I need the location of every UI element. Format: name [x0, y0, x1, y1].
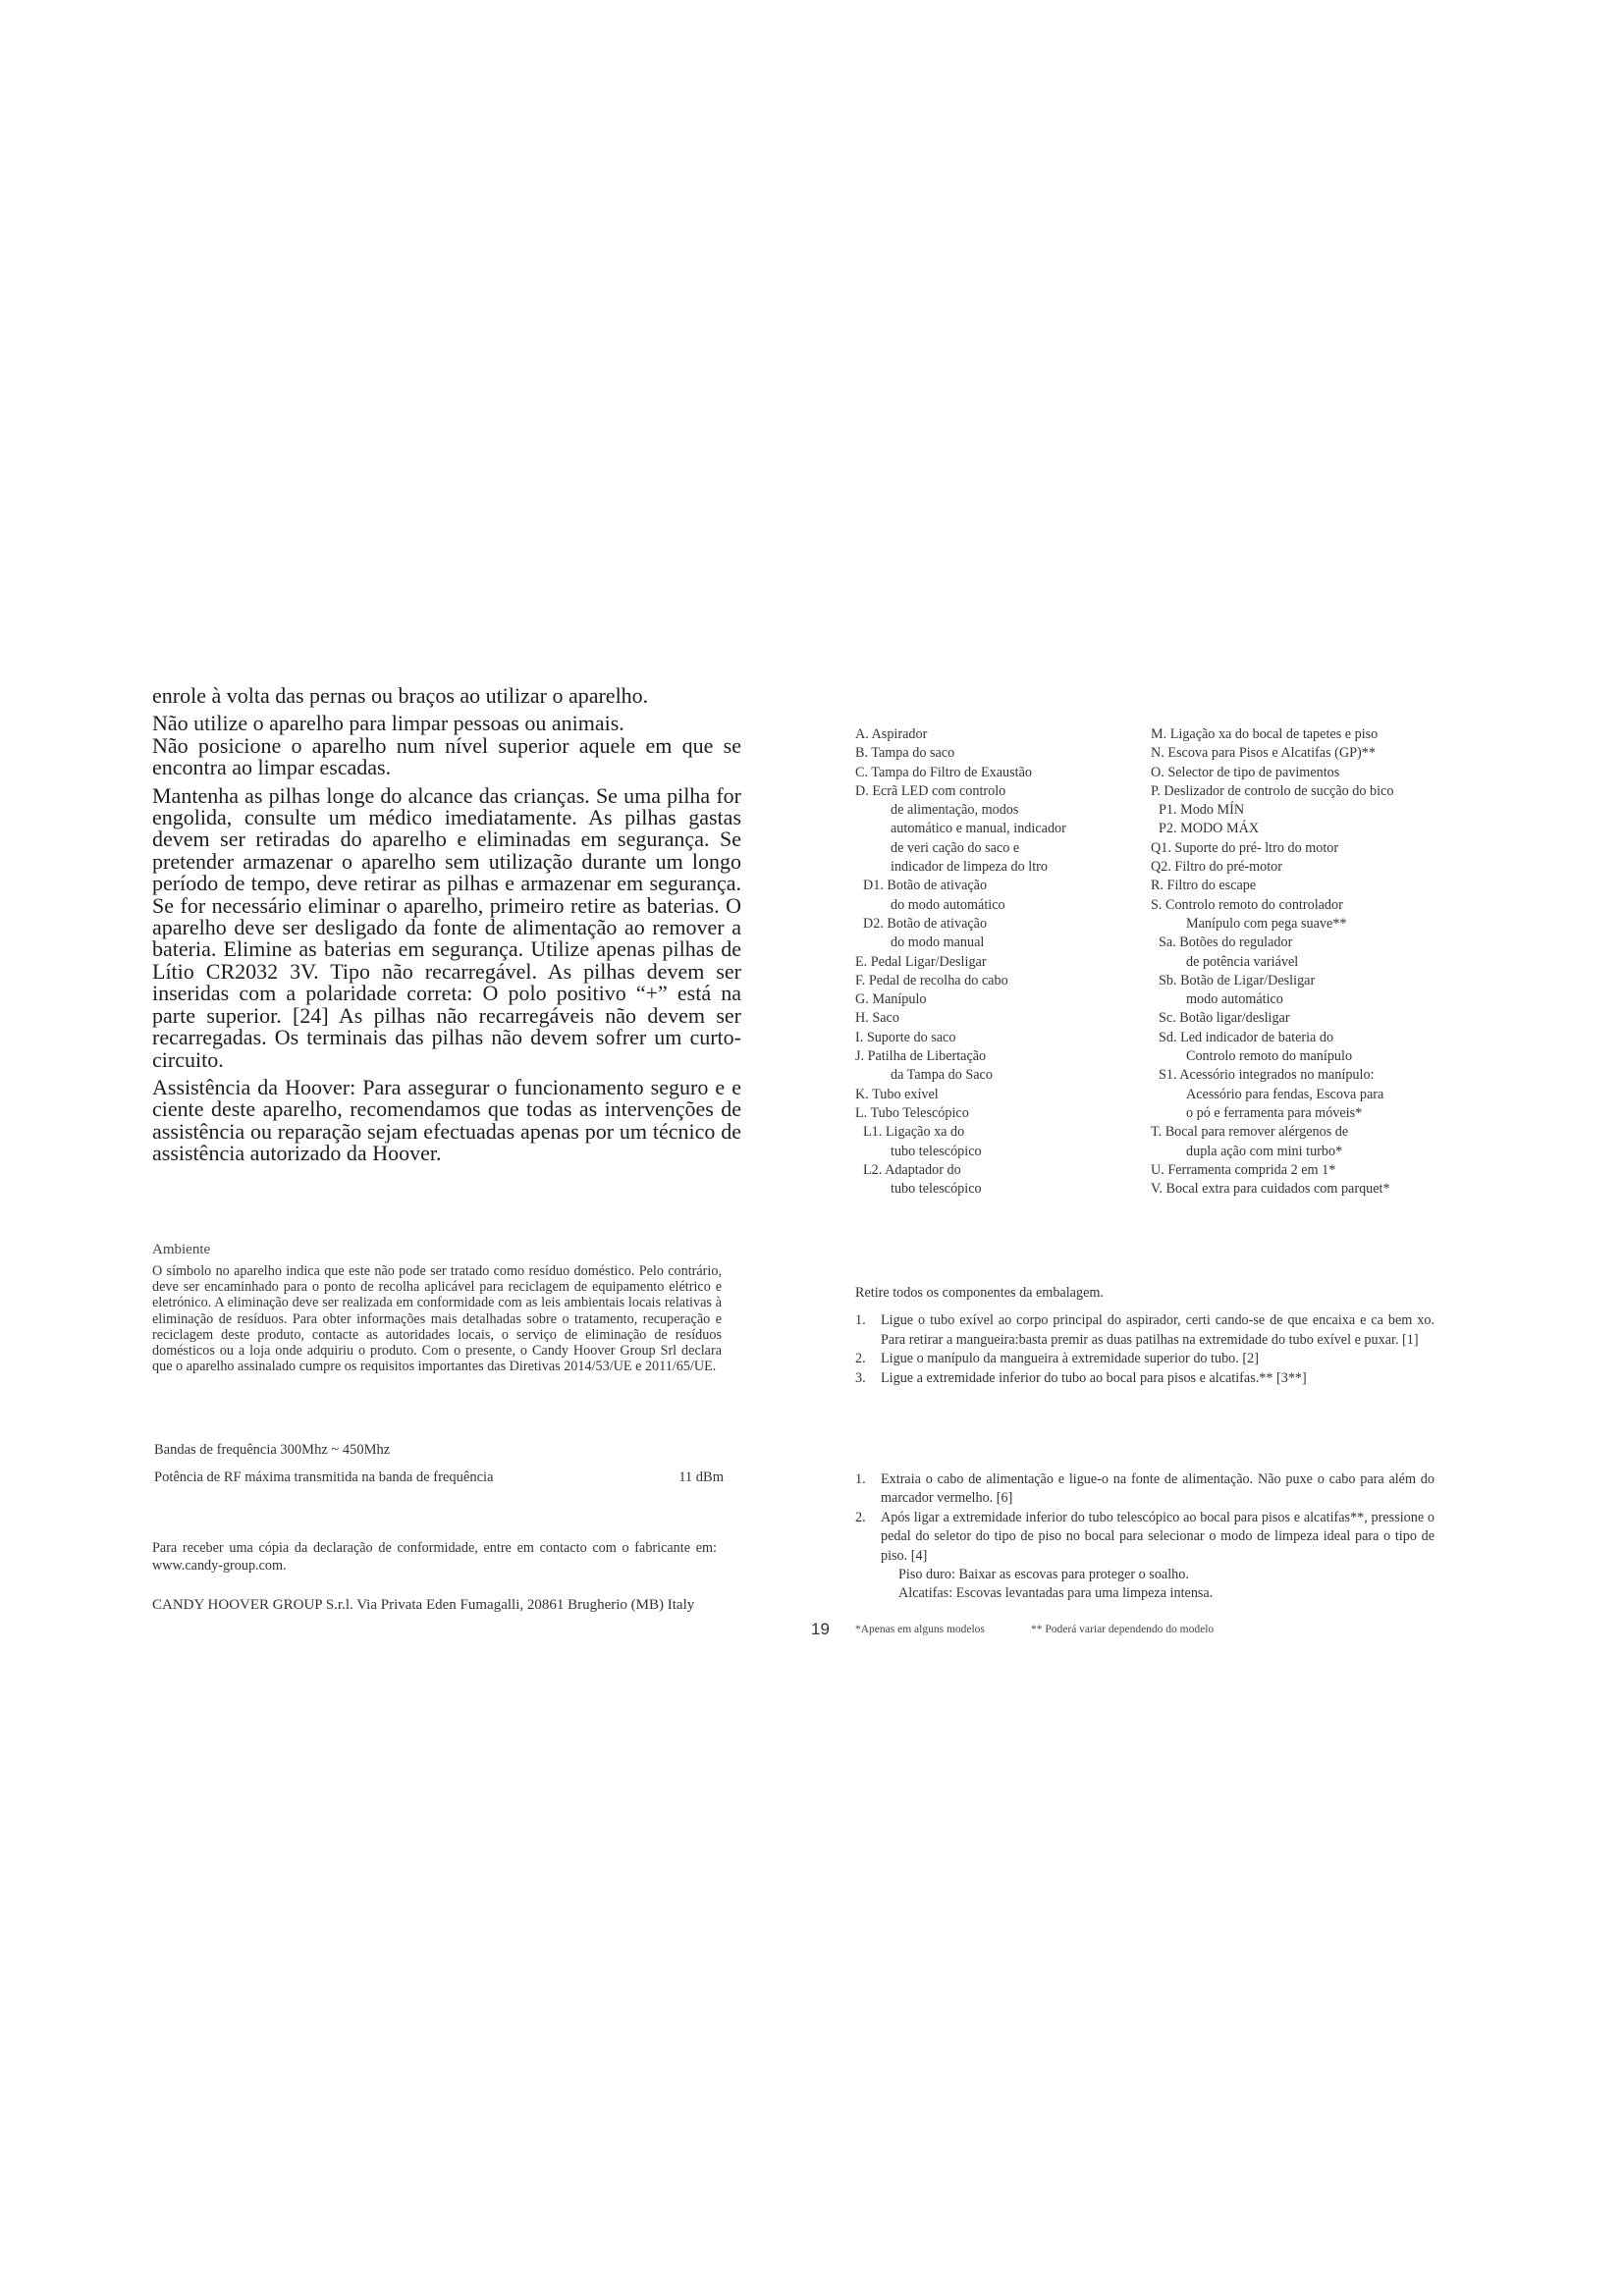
parts-item: Sd. Led indicador de bateria do [1159, 1029, 1334, 1045]
parts-item: A. Aspirador [855, 726, 928, 742]
assembly-step [855, 1311, 1435, 1350]
parts-item: S. Controlo remoto do controlador [1151, 896, 1343, 913]
parts-item: O. Selector de tipo de pavimentos [1151, 764, 1340, 780]
parts-item: Manípulo com pega suave** [1186, 915, 1347, 932]
service-paragraph: Assistência da Hoover: Para assegurar o funcionamento seguro e e ciente deste aparelho, recomendamos que todas as intervenções de assistência ou reparação sejam efectuadas apenas por um técnico de assistência autorizado da Hoover. [152, 1074, 741, 1166]
parts-item: Sb. Botão de Ligar/Desligar [1159, 972, 1316, 988]
parts-item: P2. MODO MÁX [1159, 821, 1260, 837]
parts-item: de veri cação do saco e [891, 839, 1020, 856]
parts-item: R. Filtro do escape [1151, 878, 1257, 894]
parts-item: H. Saco [855, 1010, 899, 1027]
rf-power-value: 11 dBm [678, 1469, 724, 1485]
step-text: Ligue a extremidade inferior do tubo ao bocal para pisos e alcatifas.** [3**] [881, 1369, 1307, 1386]
parts-item: N. Escova para Pisos e Alcatifas (GP)** [1151, 745, 1376, 762]
parts-item: L. Tubo Telescópico [855, 1104, 969, 1121]
usage-step [855, 1509, 1435, 1566]
declaration-text: Para receber uma cópia da declaração de conformidade, entre em contacto com o fabricante em: www.candy-group.com. [152, 1540, 717, 1574]
frequency-bands: Bandas de frequência 300Mhz ~ 450Mhz [154, 1442, 391, 1458]
environment-text: O símbolo no aparelho indica que este não pode ser tratado como resíduo doméstico. Pelo contrário, deve ser encaminhado para o ponto de recolha aplicável para reciclagem de equipamento elétrico e eletrónico. A eliminação deve ser realizada em conformidade com as leis ambientais locais relativas à eliminação de resíduos. Para obter informações mais detalhadas sobre o tratamento, recuperação e reciclagem deste produto, contacte as autoridades locais, o serviço de eliminação de resíduos domésticos ou a loja onde adquiriu o produto. Com o presente, o Candy Hoover Group Srl declara que o aparelho assinalado cumpre os requisitos importantes das Diretivas 2014/53/UE e 2011/65/UE. [152, 1263, 722, 1375]
parts-item: Acessório para fendas, Escova para [1186, 1086, 1384, 1102]
safety-paragraph: Não posicione o aparelho num nível superior aquele em que se encontra ao limpar escadas. [152, 732, 741, 780]
parts-item: modo automático [1186, 991, 1283, 1008]
parts-item: Controlo remoto do manípulo [1186, 1048, 1353, 1065]
parts-item: automático e manual, indicador [891, 821, 1066, 837]
parts-item: V. Bocal extra para cuidados com parquet* [1151, 1181, 1390, 1198]
floor-mode-carpet: Alcatifas: Escovas levantadas para uma limpeza intensa. [898, 1585, 1214, 1602]
parts-item: Q1. Suporte do pré- ltro do motor [1151, 839, 1339, 856]
parts-item: G. Manípulo [855, 991, 927, 1008]
step-number: 2. [855, 1509, 866, 1525]
parts-item: P1. Modo MÍN [1159, 802, 1245, 819]
parts-item: F. Pedal de recolha do cabo [855, 972, 1008, 988]
parts-item: dupla ação com mini turbo* [1186, 1143, 1343, 1159]
step-text: Ligue o tubo exível ao corpo principal do aspirador, certi cando-se de que encaixa e ca bem xo. Para retirar a mangueira:basta premir as duas patilhas na extremidade do tubo exível e puxar. [1] [881, 1312, 1435, 1348]
step-number: 3. [855, 1369, 866, 1386]
parts-item: P. Deslizador de controlo de sucção do bico [1151, 782, 1394, 799]
parts-item: K. Tubo exível [855, 1086, 939, 1102]
parts-item: tubo telescópico [891, 1181, 982, 1198]
parts-item: Sc. Botão ligar/desligar [1159, 1010, 1290, 1027]
usage-section [855, 1470, 1435, 1604]
parts-item: L1. Ligação xa do [863, 1124, 965, 1141]
step-text: Extraia o cabo de alimentação e ligue-o na fonte de alimentação. Não puxe o cabo para além do marcador vermelho. [6] [881, 1471, 1435, 1507]
footnote-variation: ** Poderá variar dependendo do modelo [1031, 1624, 1215, 1635]
parts-list-left [855, 725, 1066, 1199]
footnote-models: *Apenas em alguns modelos [855, 1624, 985, 1635]
page-number: 19 [811, 1620, 830, 1638]
battery-paragraph: Mantenha as pilhas longe do alcance das crianças. Se uma pilha for engolida, consulte um médico imediatamente. As pilhas gastas devem ser retiradas do aparelho e eliminadas em segurança. Se pretender armazenar o aparelho sem utilização durante um longo período de tempo, deve retirar as pilhas e armazenar em segurança. Se for necessário eliminar o aparelho, primeiro retire as baterias. O aparelho deve ser desligado da fonte de alimentação ao remover a bateria. Elimine as baterias em segurança. Utilize apenas pilhas de Lítio CR2032 3V. Tipo não recarregável. As pilhas devem ser inseridas com a polaridade correta: O polo positivo “+” está na parte superior. [24] As pilhas não recarregáveis não devem ser recarregadas. Os terminais das pilhas não devem sofrer um curto-circuito. [152, 782, 741, 1072]
safety-paragraph: enrole à volta das pernas ou braços ao utilizar o aparelho. [152, 683, 649, 708]
assembly-step [855, 1350, 1435, 1368]
parts-item: indicador de limpeza do ltro [891, 859, 1048, 876]
safety-section [152, 685, 741, 1165]
parts-item: B. Tampa do saco [855, 745, 955, 762]
step-number: 1. [855, 1471, 866, 1487]
step-text: Após ligar a extremidade inferior do tubo telescópico ao bocal para pisos e alcatifas**, pressione o pedal do seletor do tipo de piso no bocal para selecionar o modo de limpeza ideal para o tipo de piso. [4] [881, 1509, 1435, 1564]
parts-item: S1. Acessório integrados no manípulo: [1159, 1067, 1375, 1084]
assembly-section [855, 1284, 1435, 1388]
parts-item: o pó e ferramenta para móveis* [1186, 1104, 1363, 1121]
step-number: 2. [855, 1351, 866, 1367]
parts-item: Q2. Filtro do pré-motor [1151, 859, 1282, 876]
parts-item: D1. Botão de ativação [863, 878, 988, 894]
parts-item: do modo automático [891, 896, 1005, 913]
step-number: 1. [855, 1312, 866, 1329]
parts-item: D. Ecrã LED com controlo [855, 782, 1006, 799]
assembly-intro: Retire todos os componentes da embalagem. [855, 1285, 1104, 1301]
parts-item: I. Suporte do saco [855, 1029, 956, 1045]
parts-item: U. Ferramenta comprida 2 em 1* [1151, 1161, 1336, 1178]
parts-item: L2. Adaptador do [863, 1161, 961, 1178]
parts-item: da Tampa do Saco [891, 1067, 993, 1084]
company-address: CANDY HOOVER GROUP S.r.l. Via Privata Eden Fumagalli, 20861 Brugherio (MB) Italy [152, 1597, 695, 1613]
parts-item: M. Ligação xa do bocal de tapetes e piso [1151, 726, 1379, 742]
environment-title: Ambiente [152, 1242, 211, 1257]
parts-item: Sa. Botões do regulador [1159, 934, 1293, 951]
parts-list-right [1151, 725, 1393, 1199]
rf-power-label: Potência de RF máxima transmitida na banda de frequência [154, 1469, 494, 1485]
rf-power-row [154, 1469, 724, 1486]
parts-item: tubo telescópico [891, 1143, 982, 1159]
floor-mode-hard: Piso duro: Baixar as escovas para proteger o soalho. [898, 1567, 1189, 1583]
parts-item: de potência variável [1186, 953, 1299, 970]
parts-item: de alimentação, modos [891, 802, 1019, 819]
assembly-step [855, 1369, 1435, 1388]
step-text: Ligue o manípulo da mangueira à extremidade superior do tubo. [2] [881, 1351, 1259, 1367]
usage-step [855, 1470, 1435, 1509]
parts-item: J. Patilha de Libertação [855, 1048, 987, 1065]
parts-item: T. Bocal para remover alérgenos de [1151, 1124, 1349, 1141]
parts-item: do modo manual [891, 934, 985, 951]
parts-item: E. Pedal Ligar/Desligar [855, 953, 987, 970]
safety-paragraph: Não utilize o aparelho para limpar pessoas ou animais. [152, 711, 624, 736]
parts-item: C. Tampa do Filtro de Exaustão [855, 764, 1033, 780]
parts-item: D2. Botão de ativação [863, 915, 988, 932]
